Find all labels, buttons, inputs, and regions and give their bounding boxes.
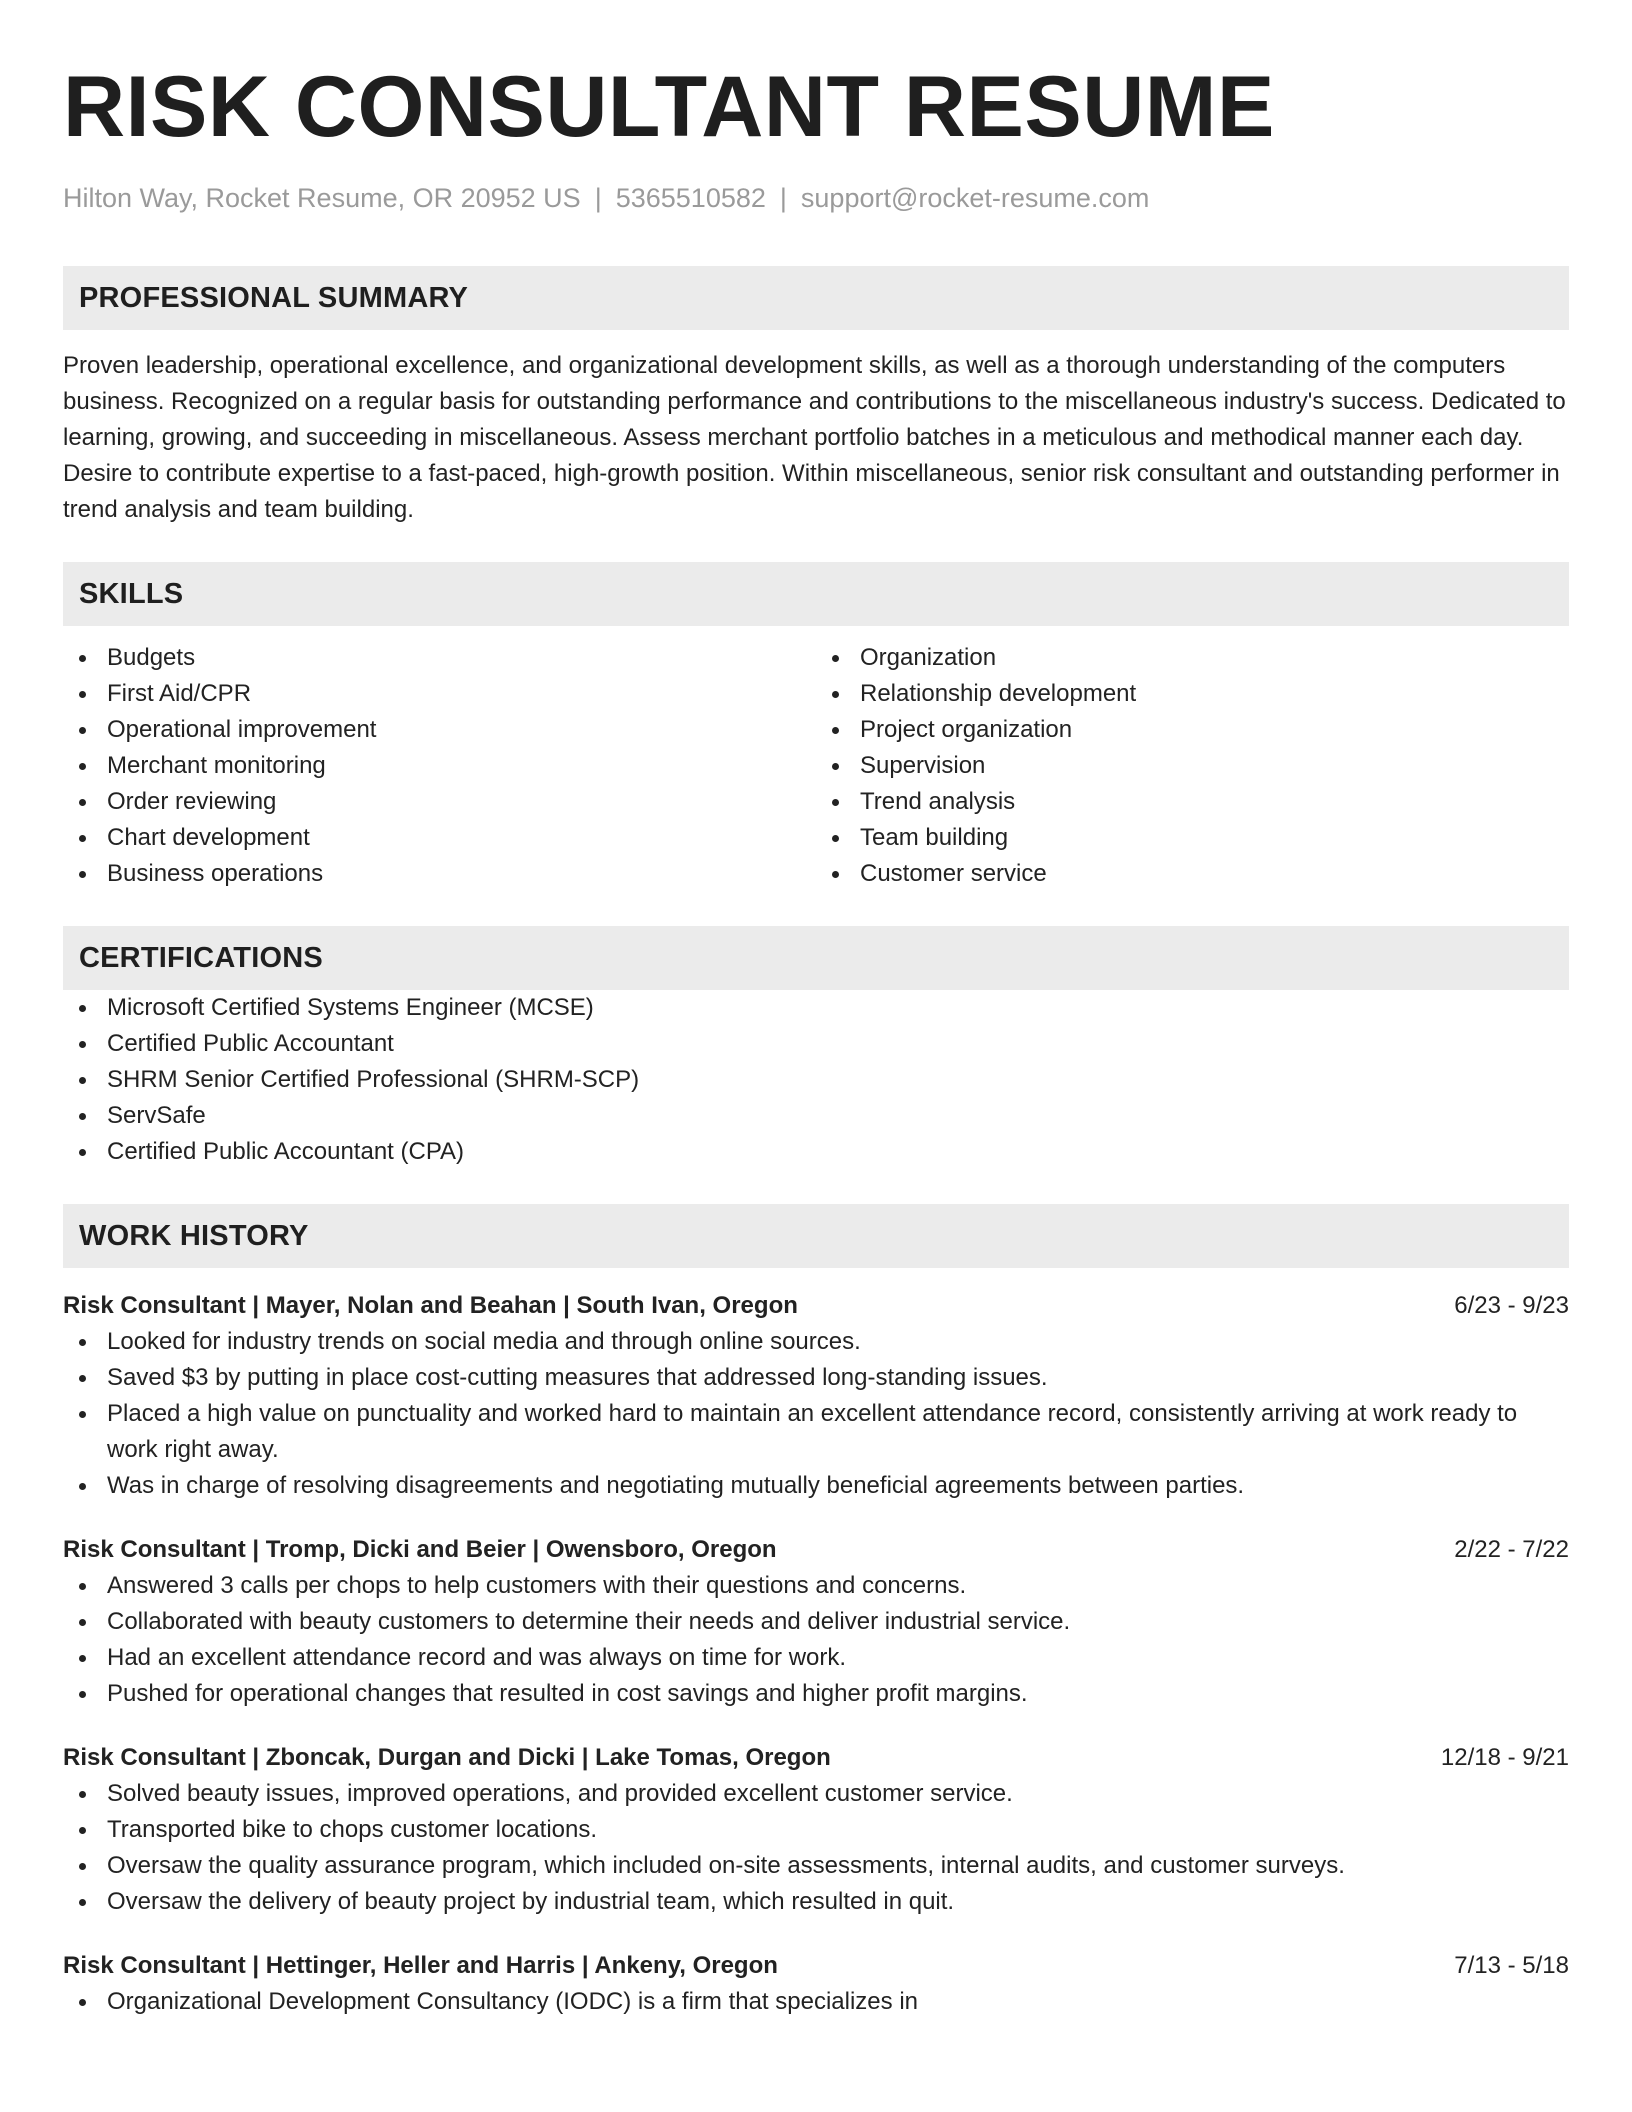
job-dates: 12/18 - 9/21 [1440,1744,1569,1772]
certification-item: SHRM Senior Certified Professional (SHRM-SCP) [63,1062,1569,1098]
job-bullet-list [63,1776,1569,1920]
certifications-list [63,990,1569,1170]
skill-item: Operational improvement [63,712,816,748]
skill-item: Business operations [63,856,816,892]
job-bullet-list [63,1324,1569,1504]
separator: | [594,183,602,213]
address-text: Hilton Way, Rocket Resume, OR 20952 US [63,183,581,213]
certification-item: Certified Public Accountant [63,1026,1569,1062]
job-bullet-list [63,1568,1569,1712]
skills-grid [63,640,1569,892]
job-dates: 7/13 - 5/18 [1454,1952,1569,1980]
skill-item: Relationship development [816,676,1569,712]
summary-paragraph: Proven leadership, operational excellence, and organizational development skills, as well as a thorough understanding of the computers business. Recognized on a regular basis for outstanding performance and contributions to the miscellaneous industry's success. Dedicated to learning, growing, and succeeding in miscellaneous. Assess merchant portfolio batches in a meticulous and methodical manner each day. Desire to contribute expertise to a fast-paced, high-growth position. Within miscellaneous, senior risk consultant and outstanding performer in trend analysis and team building. [63,352,1566,524]
section-header-work-history: WORK HISTORY [63,1204,1569,1268]
job-bullet: Was in charge of resolving disagreements and negotiating mutually beneficial agreements between parties. [63,1468,1569,1504]
job-bullet-list [63,1984,1569,2020]
certification-item: Certified Public Accountant (CPA) [63,1134,1569,1170]
skill-item: Budgets [63,640,816,676]
section-header-certifications: CERTIFICATIONS [63,926,1569,990]
job-bullet: Oversaw the delivery of beauty project by industrial team, which resulted in quit. [63,1884,1569,1920]
job-dates: 2/22 - 7/22 [1454,1536,1569,1564]
job-header [63,1740,1569,1776]
skill-item: Supervision [816,748,1569,784]
job-title: Risk Consultant | Tromp, Dicki and Beier | Owensboro, Oregon [63,1536,777,1564]
skill-item: Customer service [816,856,1569,892]
job-bullet: Collaborated with beauty customers to determine their needs and deliver industrial service. [63,1604,1569,1640]
job-bullet: Saved $3 by putting in place cost-cutting measures that addressed long-standing issues. [63,1360,1569,1396]
skill-item: Order reviewing [63,784,816,820]
skill-item: Team building [816,820,1569,856]
job-bullet: Pushed for operational changes that resulted in cost savings and higher profit margins. [63,1676,1569,1712]
certification-item: ServSafe [63,1098,1569,1134]
job-entry [63,1532,1569,1712]
job-bullet: Had an excellent attendance record and was always on time for work. [63,1640,1569,1676]
separator: | [779,183,787,213]
job-header [63,1948,1569,1984]
job-header [63,1532,1569,1568]
job-bullet: Looked for industry trends on social media and through online sources. [63,1324,1569,1360]
job-bullet: Organizational Development Consultancy (IODC) is a firm that specializes in [63,1984,1569,2020]
email-text: support@rocket-resume.com [800,183,1150,213]
page-title: RISK CONSULTANT RESUME [63,59,1275,155]
certification-item: Microsoft Certified Systems Engineer (MCSE) [63,990,1569,1026]
job-title: Risk Consultant | Hettinger, Heller and Harris | Ankeny, Oregon [63,1952,778,1980]
job-header [63,1288,1569,1324]
job-entry [63,1948,1569,2020]
skill-item: Merchant monitoring [63,748,816,784]
job-dates: 6/23 - 9/23 [1454,1292,1569,1320]
job-title: Risk Consultant | Zboncak, Durgan and Dicki | Lake Tomas, Oregon [63,1744,831,1772]
skill-item: Chart development [63,820,816,856]
skills-column-right [816,640,1569,892]
contact-line [63,182,1569,214]
job-bullet: Solved beauty issues, improved operations, and provided excellent customer service. [63,1776,1569,1812]
skill-item: Trend analysis [816,784,1569,820]
skill-item: Organization [816,640,1569,676]
job-bullet: Oversaw the quality assurance program, which included on-site assessments, internal audits, and customer surveys. [63,1848,1569,1884]
job-title: Risk Consultant | Mayer, Nolan and Beahan | South Ivan, Oregon [63,1292,798,1320]
phone-text: 5365510582 [615,183,766,213]
job-entry [63,1288,1569,1504]
skill-item: Project organization [816,712,1569,748]
section-header-summary: PROFESSIONAL SUMMARY [63,266,1569,330]
skills-column-left [63,640,816,892]
section-header-skills: SKILLS [63,562,1569,626]
job-bullet: Placed a high value on punctuality and worked hard to maintain an excellent attendance record, consistently arriving at work ready to work right away. [63,1396,1569,1468]
skill-item: First Aid/CPR [63,676,816,712]
job-entry [63,1740,1569,1920]
job-bullet: Answered 3 calls per chops to help customers with their questions and concerns. [63,1568,1569,1604]
job-bullet: Transported bike to chops customer locations. [63,1812,1569,1848]
